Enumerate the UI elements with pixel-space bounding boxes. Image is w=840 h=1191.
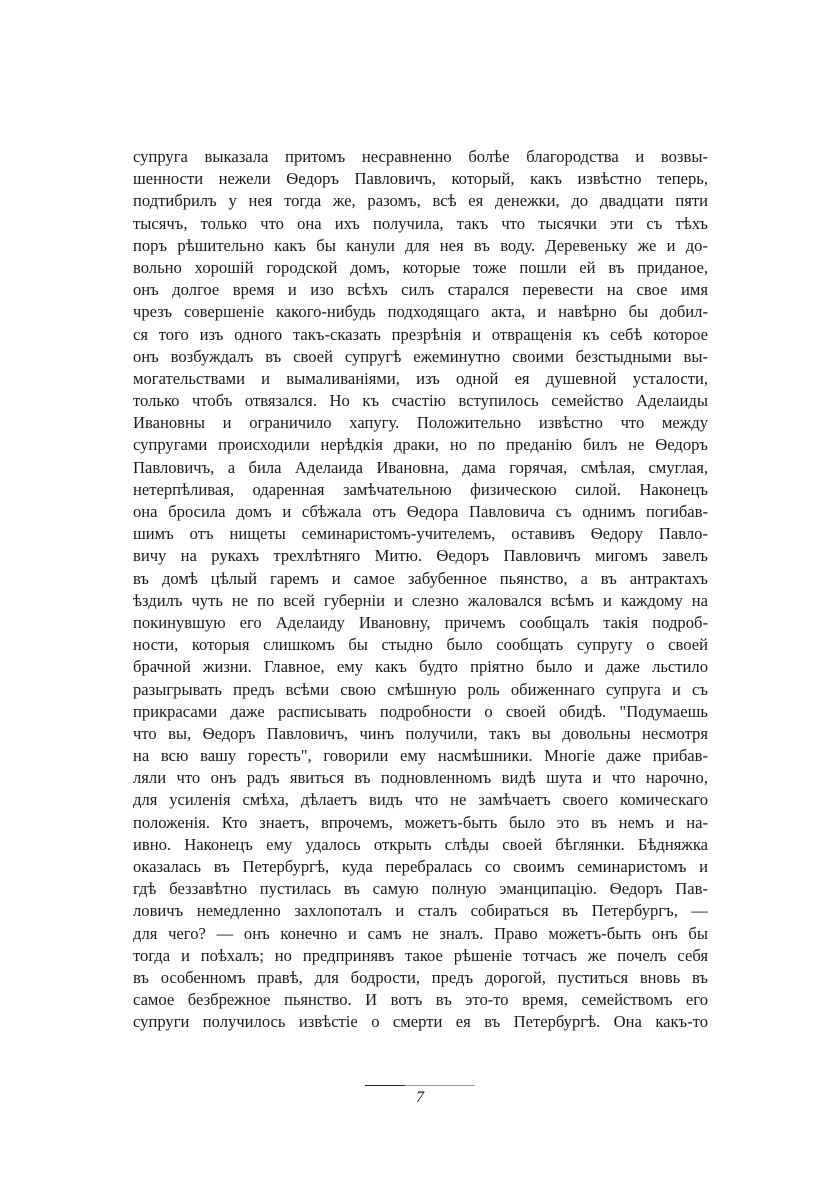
text-line: Ивановны и ограничило хапугу. Положительно извѣстно что между	[133, 413, 708, 433]
text-line: супругами происходили нерѣдкія драки, но по преданію билъ не Ѳедоръ	[133, 435, 708, 455]
text-line: тогда и поѣхалъ; но предпринявъ такое рѣшеніе тотчасъ же почелъ себя	[133, 945, 708, 965]
text-line: на всю вашу горесть", говорили ему насмѣшники. Многіе даже прибав-	[133, 746, 708, 766]
footer-rule	[365, 1085, 475, 1086]
text-line: ся того изъ одного такъ-сказать презрѣнія и отвращенія къ себѣ которое	[133, 324, 708, 344]
text-line: для усиленія смѣха, дѣлаетъ видъ что не замѣчаетъ своего комическаго	[133, 790, 708, 810]
text-line: шимъ отъ нищеты семинаристомъ-учителемъ, оставивъ Ѳедору Павло-	[133, 524, 708, 544]
text-line: ловичъ немедленно захлопоталъ и сталъ собираться въ Петербургъ, —	[133, 901, 708, 921]
text-line: вичу на рукахъ трехлѣтняго Митю. Ѳедоръ Павловичъ мигомъ завелъ	[133, 546, 708, 566]
text-line: брачной жизни. Главное, ему какъ будто пріятно было и даже льстило	[133, 657, 708, 677]
text-line: Павловичъ, а била Аделаида Ивановна, дама горячая, смѣлая, смуглая,	[133, 457, 708, 477]
text-line: супруги получилось извѣстіе о смерти ея въ Петербургѣ. Она какъ-то	[133, 1012, 708, 1032]
text-line: тысячъ, только что она ихъ получила, такъ что тысячки эти съ тѣхъ	[133, 213, 708, 233]
text-line: шенности нежели Ѳедоръ Павловичъ, который, какъ извѣстно теперь,	[133, 169, 708, 189]
text-line: онъ возбуждалъ въ своей супругѣ ежеминутно своими безстыдными вы-	[133, 346, 708, 366]
text-line: прикрасами даже расписывать подробности о своей обидѣ. "Подумаешь	[133, 701, 708, 721]
text-line: поръ рѣшительно какъ бы канули для нея въ воду. Деревеньку же и до-	[133, 235, 708, 255]
text-line: вольно хорошій городской домъ, которые тоже пошли ей въ приданое,	[133, 257, 708, 277]
text-line: только чтобъ отвязался. Но къ счастію вступилось семейство Аделаиды	[133, 391, 708, 411]
text-line: чрезъ совершеніе какого-нибудь подходящаго акта, и навѣрно бы добил-	[133, 302, 708, 322]
text-line: самое безбрежное пьянство. И вотъ въ это-то время, семействомъ его	[133, 990, 708, 1010]
text-line: разыгрывать предъ всѣми свою смѣшную роль обиженнаго супруга и съ	[133, 679, 708, 699]
text-line: ности, которыя слишкомъ бы стыдно было сообщать супругу о своей	[133, 635, 708, 655]
text-line: подтибрилъ у нея тогда же, разомъ, всѣ ея денежки, до двадцати пяти	[133, 191, 708, 211]
text-line: онъ долгое время и изо всѣхъ силъ старался перевести на свое имя	[133, 280, 708, 300]
text-line: ивно. Наконецъ ему удалось открыть слѣды своей бѣглянки. Бѣдняжка	[133, 834, 708, 854]
text-line: она бросила домъ и сбѣжала отъ Ѳедора Павловича съ однимъ погибав-	[133, 502, 708, 521]
text-line: ѣздилъ чуть не по всей губерніи и слезно жаловался всѣмъ и каждому на	[133, 590, 708, 610]
body-text	[133, 146, 708, 1034]
text-line: для чего? — онъ конечно и самъ не зналъ. Право можетъ-быть онъ бы	[133, 923, 708, 943]
text-line: покинувшую его Аделаиду Ивановну, причемъ сообщалъ такія подроб-	[133, 612, 708, 632]
text-line: положенія. Кто знаетъ, впрочемъ, можетъ-быть было это въ немъ и на-	[133, 812, 708, 832]
text-line: въ особенномъ правѣ, для бодрости, предъ дорогой, пуститься вновь въ	[133, 967, 708, 987]
text-line: ляли что онъ радъ явиться въ подновленномъ видѣ шута и что нарочно,	[133, 768, 708, 788]
text-line: оказалась въ Петербургѣ, куда перебралась со своимъ семинаристомъ и	[133, 857, 708, 876]
text-line: нетерпѣливая, одаренная замѣчательною физическою силой. Наконецъ	[133, 479, 708, 499]
text-line: гдѣ беззавѣтно пустилась въ самую полную эманципацію. Ѳедоръ Пав-	[133, 879, 708, 899]
text-line: въ домѣ цѣлый гаремъ и самое забубенное пьянство, а въ антрактахъ	[133, 568, 708, 588]
text-line: могательствами и вымаливаніями, изъ одной ея душевной усталости,	[133, 368, 708, 388]
text-line: супруга выказала притомъ несравненно болѣе благородства и возвы-	[133, 147, 708, 166]
text-line: что вы, Ѳедоръ Павловичъ, чинъ получили, такъ вы довольны несмотря	[133, 723, 708, 743]
page-number: 7	[416, 1089, 424, 1106]
